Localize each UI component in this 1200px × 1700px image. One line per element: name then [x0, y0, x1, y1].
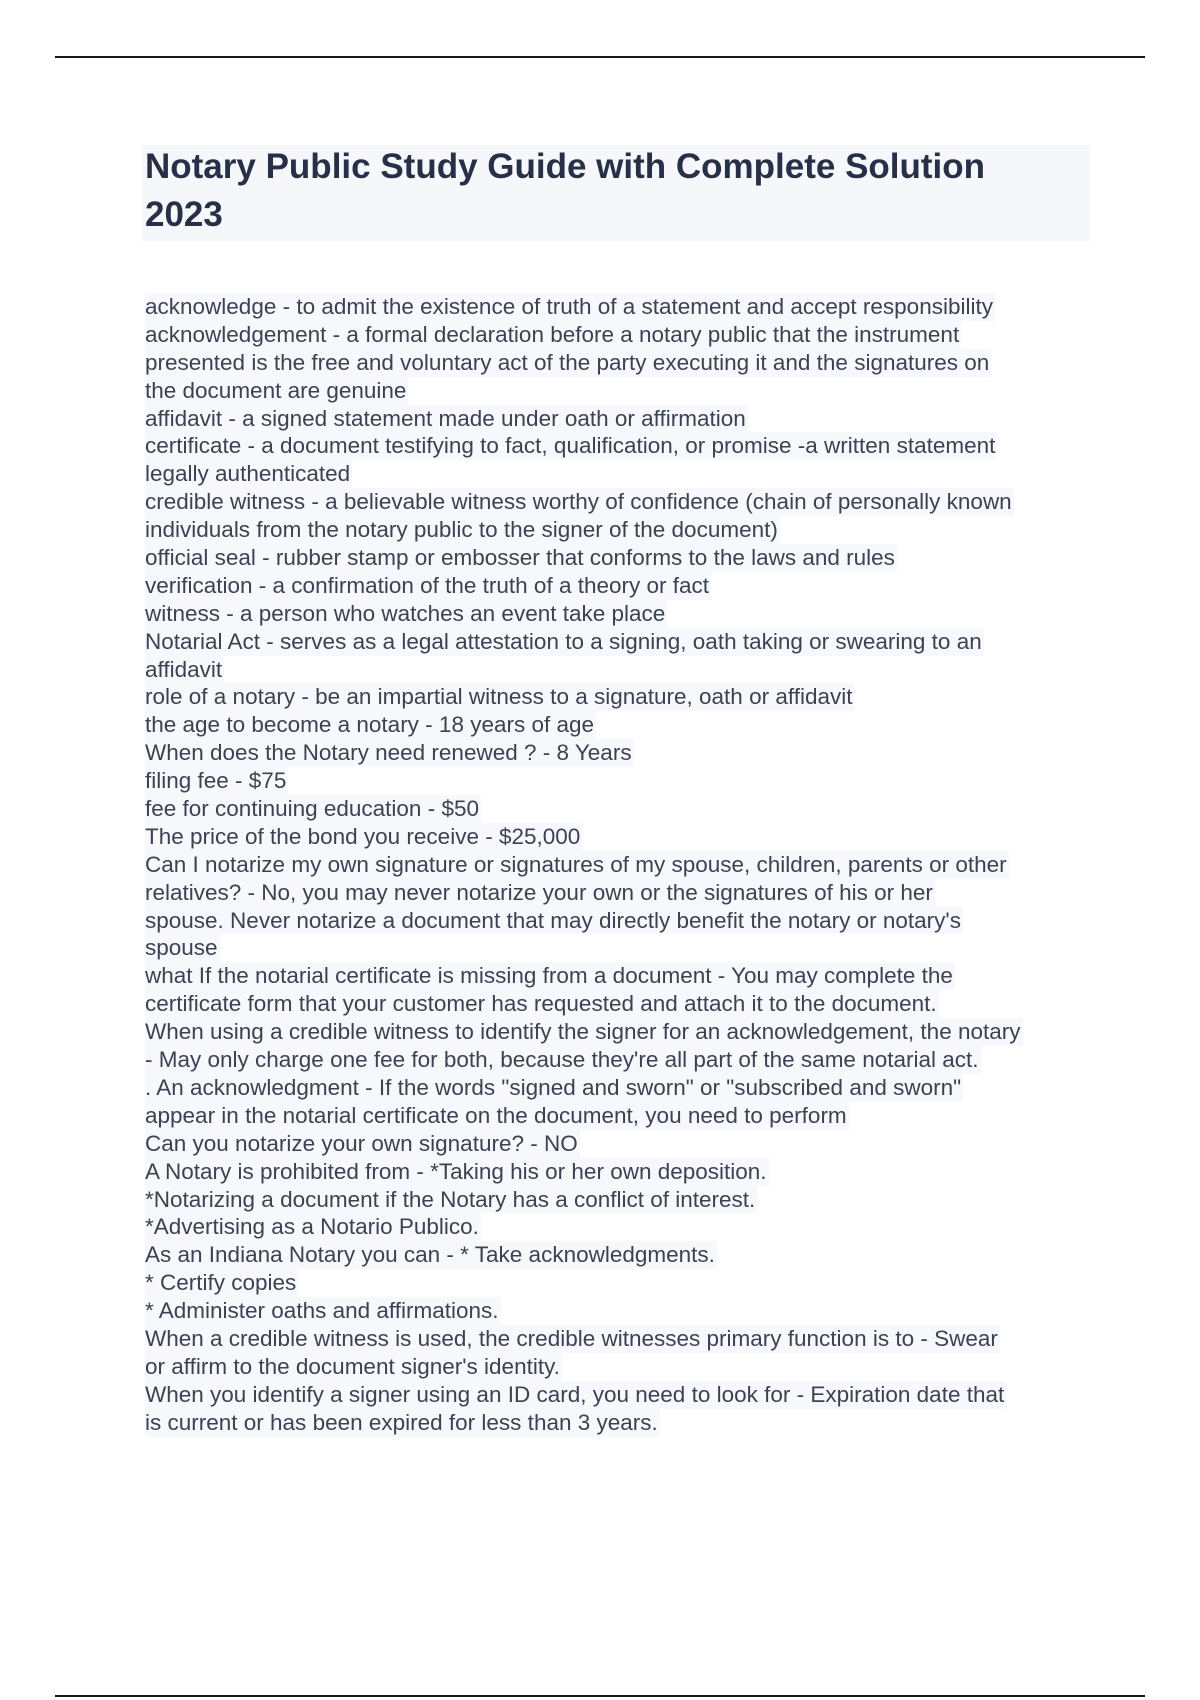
text-line: When you identify a signer using an ID card, you need to look for - Expiration date that	[145, 1381, 1005, 1407]
text-line: affidavit - a signed statement made under oath or affirmation	[145, 405, 746, 431]
bottom-rule	[55, 1695, 1145, 1697]
text-line: Can you notarize your own signature? - NO	[145, 1130, 578, 1156]
text-line: * Administer oaths and affirmations.	[145, 1298, 499, 1324]
title-line-2: 2023	[145, 195, 223, 234]
top-rule	[55, 56, 1145, 58]
text-line: affidavit	[145, 656, 223, 682]
text-line: The price of the bond you receive - $25,000	[145, 823, 581, 849]
document-title	[145, 143, 1075, 239]
text-line: the age to become a notary - 18 years of age	[145, 712, 595, 738]
text-line: presented is the free and voluntary act of the party executing it and the signatures on	[145, 349, 990, 375]
text-line: As an Indiana Notary you can - * Take acknowledgments.	[145, 1242, 715, 1268]
text-line: *Advertising as a Notario Publico.	[145, 1214, 479, 1240]
text-line: filing fee - $75	[145, 768, 287, 794]
text-line: Can I notarize my own signature or signatures of my spouse, children, parents or other	[145, 851, 1007, 877]
text-line: - May only charge one fee for both, because they're all part of the same notarial act.	[145, 1047, 979, 1073]
text-line: A Notary is prohibited from - *Taking his or her own deposition.	[145, 1158, 767, 1184]
text-line: official seal - rubber stamp or embosser that conforms to the laws and rules	[145, 545, 895, 571]
text-line: When does the Notary need renewed ? - 8 Years	[145, 740, 632, 766]
text-line: credible witness - a believable witness worthy of confidence (chain of personally known	[145, 489, 1012, 515]
text-line: individuals from the notary public to the signer of the document)	[145, 517, 778, 543]
text-line: acknowledgement - a formal declaration before a notary public that the instrument	[145, 321, 960, 347]
text-line: the document are genuine	[145, 377, 407, 403]
text-line: Notarial Act - serves as a legal attestation to a signing, oath taking or swearing to an	[145, 628, 982, 654]
text-line: fee for continuing education - $50	[145, 796, 479, 822]
text-line: spouse. Never notarize a document that may directly benefit the notary or notary's	[145, 907, 961, 933]
text-line: . An acknowledgment - If the words "signed and sworn" or "subscribed and sworn"	[145, 1074, 962, 1100]
text-line: When a credible witness is used, the credible witnesses primary function is to - Swear	[145, 1325, 998, 1351]
text-line: what If the notarial certificate is missing from a document - You may complete the	[145, 963, 953, 989]
text-line: * Certify copies	[145, 1270, 297, 1296]
study-guide-body	[145, 293, 1095, 1437]
text-line: role of a notary - be an impartial witness to a signature, oath or affidavit	[145, 684, 853, 710]
text-line: spouse	[145, 935, 218, 961]
text-line: witness - a person who watches an event take place	[145, 600, 666, 626]
text-line: verification - a confirmation of the truth of a theory or fact	[145, 572, 710, 598]
text-line: acknowledge - to admit the existence of truth of a statement and accept responsibility	[145, 294, 993, 319]
text-line: or affirm to the document signer's identity.	[145, 1353, 560, 1379]
text-line: *Notarizing a document if the Notary has a conflict of interest.	[145, 1186, 756, 1212]
text-line: legally authenticated	[145, 461, 351, 487]
text-line: is current or has been expired for less than 3 years.	[145, 1409, 658, 1435]
title-line-1: Notary Public Study Guide with Complete Solution	[145, 147, 986, 186]
text-line: relatives? - No, you may never notarize your own or the signatures of his or her	[145, 879, 933, 905]
text-line: certificate form that your customer has requested and attach it to the document.	[145, 991, 937, 1017]
text-line: When using a credible witness to identify the signer for an acknowledgement, the notary	[145, 1019, 1021, 1045]
text-line: appear in the notarial certificate on the document, you need to perform	[145, 1102, 847, 1128]
text-line: certificate - a document testifying to fact, qualification, or promise -a written statement	[145, 433, 996, 459]
